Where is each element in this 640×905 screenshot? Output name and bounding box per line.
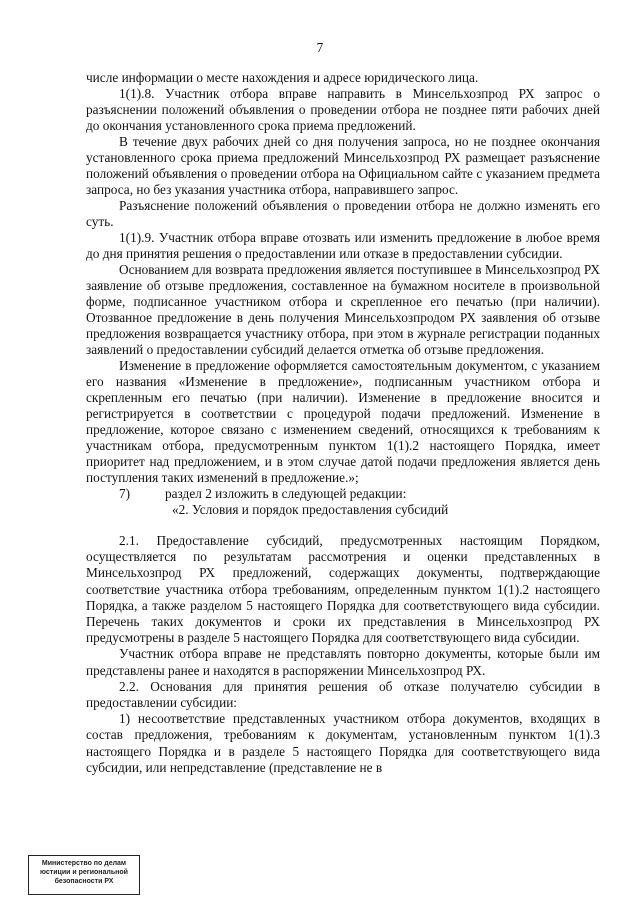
paragraph: Основанием для возврата предложения является поступившее в Минсельхозпрод РХ заявление об отзыве предложения, составленное на бумажном носителе в произвольной форме, подписанное участником отбора и скрепленное его печатью (при наличии). Отозванное предложение в день получения Минсельхозпродом РХ заявления об отзыве предложения возвращается участнику отбора, при этом в журнале регистрации поданных заявлений о предоставлении субсидий делается отметка об отзыве предложения. — [86, 262, 600, 357]
paragraph: 1(1).9. Участник отбора вправе отозвать или изменить предложение в любое время до дня принятия решения о предоставлении или отказе в предоставлении субсидии. — [86, 230, 600, 261]
section-title: «2. Условия и порядок предоставления субсидий — [172, 502, 449, 517]
paragraph: В течение двух рабочих дней со дня получения запроса, но не позднее окончания установленного срока приема предложений Минсельхозпрод РХ размещает разъяснение положений объявления о проведении отбора на Официальном сайте с указанием предмета запроса, но без указания участника отбора, направившего запрос. — [86, 134, 600, 197]
section-gap — [86, 518, 600, 533]
paragraph: Участник отбора вправе не представлять повторно документы, которые были им представлены ранее и находятся в распоряжении Минсельхозпрод РХ. — [86, 646, 600, 678]
paragraph: Разъяснение положений объявления о проведении отбора не должно изменять его суть. — [86, 198, 600, 229]
stamp-line: Министерство по делам — [41, 860, 127, 867]
registration-stamp — [28, 855, 140, 895]
paragraph: 2.1. Предоставление субсидий, предусмотренных настоящим Порядком, осуществляется по результатам рассмотрения и оценки представленных в Минсельхозпрод РХ предложений, содержащих документы, подтверждающие соответствие участника отбора требованиям, определенным пунктом 1(1).2 настоящего Порядка, а также разделом 5 настоящего Порядка для соответствующего вида субсидии. Перечень таких документов и сроки их представления в Минсельхозпрод РХ предусмотрены в разделе 5 настоящего Порядка для соответствующего вида субсидии. — [86, 533, 600, 646]
list-item-number: 7) — [119, 486, 131, 501]
list-item — [86, 486, 600, 502]
stamp-line: безопасности РХ — [54, 878, 114, 885]
paragraph: 1(1).8. Участник отбора вправе направить в Минсельхозпрод РХ запрос о разъяснении положений объявления о проведении отбора не позднее пяти рабочих дней до окончания установленного срока приема предложений. — [86, 86, 600, 133]
page-number: 7 — [316, 40, 324, 55]
list-item-text: раздел 2 изложить в следующей редакции: — [165, 486, 407, 501]
paragraphs-part1 — [86, 70, 600, 486]
document-body — [86, 70, 600, 776]
paragraph: Изменение в предложение оформляется самостоятельным документом, с указанием его названия «Изменение в предложение», подписанным участником отбора и скрепленным его печатью (при наличии). Изменение в предложение вносится и регистрируется в соответствии с процедурой подачи предложений. Изменение в предложение, которое связано с изменением сведений, относящихся к требованиям к участникам отбора, предусмотренным пунктом 1(1).2 настоящего Порядка, имеет приоритет над предложением, и в этом случае датой подачи предложения является день поступления таких изменений в предложение.»; — [86, 358, 600, 485]
paragraph: числе информации о месте нахождения и адресе юридического лица. — [86, 70, 479, 85]
stamp-line: юстиции и региональной — [40, 869, 128, 876]
paragraph: 1) несоответствие представленных участником отбора документов, входящих в состав предложения, требованиям к документам, установленным пунктом 1(1).3 настоящего Порядка и в разделе 5 настоящего Порядка для соответствующего вида субсидии, или непредставление (представление не в — [86, 711, 600, 775]
paragraphs-part2 — [86, 533, 600, 776]
paragraph: 2.2. Основания для принятия решения об отказе получателю субсидии в предоставлении субсидии: — [86, 678, 600, 711]
